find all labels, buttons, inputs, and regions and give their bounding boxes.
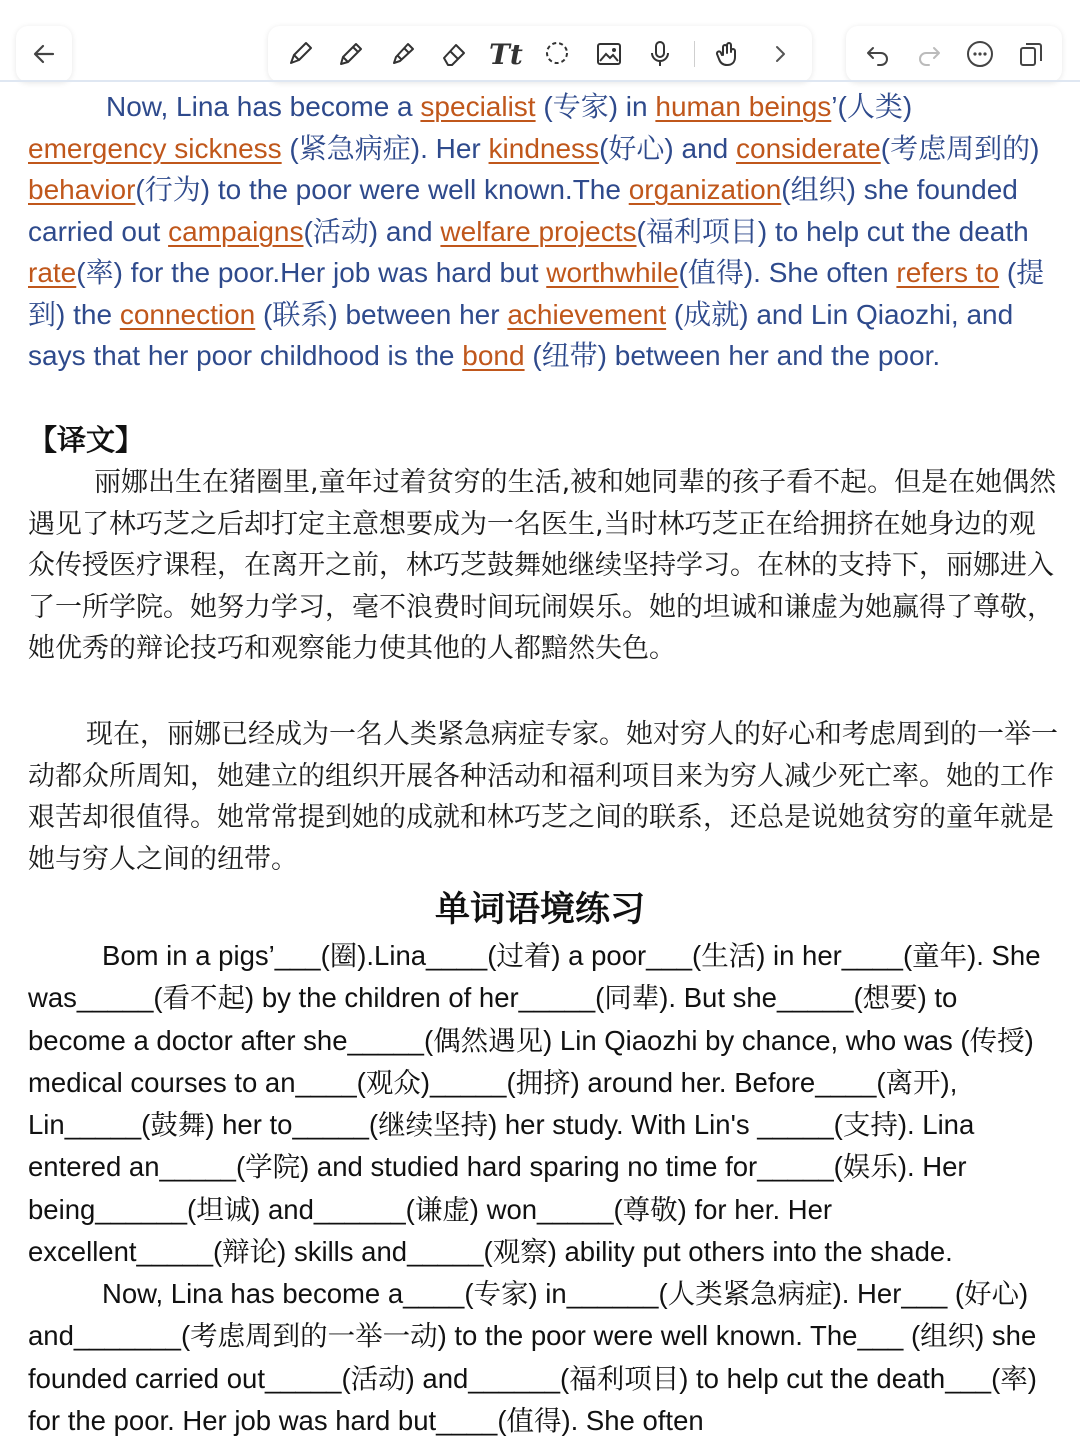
passage-text: (紧急病症). Her <box>281 132 489 164</box>
passage-text: (组织) she founded carried out <box>28 174 1018 247</box>
image-button[interactable] <box>587 32 631 76</box>
history-tools <box>846 26 1062 82</box>
back-button[interactable] <box>16 26 72 82</box>
passage-text: (率) for the poor.Her job was hard but <box>76 257 547 288</box>
toolbar-separator <box>694 41 695 67</box>
text-tool-button[interactable] <box>484 32 528 76</box>
passage-text: (好心) and <box>599 132 736 164</box>
top-toolbar <box>0 0 1080 82</box>
lasso-select-button[interactable] <box>535 32 579 76</box>
translation-label: 【译文】 <box>28 423 145 457</box>
image-icon <box>594 39 624 69</box>
vocab-term: considerate <box>736 132 881 164</box>
passage-text: (专家) in <box>535 91 656 122</box>
highlighter-icon <box>388 39 418 69</box>
eraser-button[interactable] <box>432 32 476 76</box>
passage-text: Now, Lina has become a <box>106 91 421 122</box>
pen-icon <box>336 39 366 69</box>
drawing-tools <box>268 26 812 82</box>
vocab-term: human beings <box>655 91 832 122</box>
microphone-icon <box>645 39 675 69</box>
vocab-term: welfare projects <box>440 215 637 247</box>
vocab-term: campaigns <box>168 215 304 247</box>
back-arrow-icon <box>31 41 57 67</box>
undo-icon <box>863 39 893 69</box>
passage-text: (值得). She often <box>678 257 897 288</box>
vocab-term: specialist <box>420 91 536 122</box>
lasso-pen-icon <box>285 39 315 69</box>
exercise-paragraph-2: Now, Lina has become a____(专家) in______(人类紧急病症). Her___ (好心) and_______(考虑周到的一举一动) to the poor were well known. The___ (组织) she founded carried out_____(活动) and______(福利项目) to help cut the death___(率) for the poor. Her job was hard but____(值得). She often <box>28 1278 1037 1436</box>
passage-text: (提到) the <box>28 257 1045 330</box>
vocab-term: achievement <box>507 298 667 330</box>
section-heading: 单词语境练习 <box>434 890 645 930</box>
note-page <box>0 82 1080 1440</box>
passage-text: (行为) to the poor were well known.The <box>135 174 629 205</box>
lasso-select-icon <box>542 39 572 69</box>
hand-gesture-icon <box>714 39 744 69</box>
highlighter-button[interactable] <box>381 32 425 76</box>
eraser-icon <box>439 39 469 69</box>
passage-text: (纽带) between her and the poor. <box>524 340 941 371</box>
undo-button[interactable] <box>856 32 900 76</box>
redo-icon <box>914 39 944 69</box>
vocab-term: bond <box>462 340 525 371</box>
more-icon <box>965 39 995 69</box>
passage-text: (联系) between her <box>255 298 508 330</box>
passage-text: ’(人类) <box>831 91 913 122</box>
translation-paragraph-2: 现在，丽娜已经成为一名人类紧急病症专家。她对穷人的好心和考虑周到的一举一动都众所周知，她建立的组织开展各种活动和福利项目来为穷人减少死亡率。她的工作艰苦却很值得。她常常提到她的成就和林巧芝之间的联系，还总是说她贫穷的童年就是她与穷人之间的纽带。 <box>28 719 1058 875</box>
passage-text: (福利项目) to help cut the death <box>636 215 1029 247</box>
vocab-term: connection <box>119 298 256 330</box>
redo-button[interactable] <box>907 32 951 76</box>
exercise-paragraph-1: Bom in a pigs’___(圈).Lina____(过着) a poor___(生活) in her____(童年). She was_____(看不起) by the children of her_____(同辈). But she_____(想要) to become a doctor after she_____(偶然遇见) Lin Qiaozhi by chance, who was (传授) medical courses to an____(观众)_____(拥挤) around her. Before____(离开), Lin_____(鼓舞) her to_____(继续坚持) her study. With Lin's _____(支持). Lina entered an_____(学院) and studied hard sparing no time for_____(娱乐). Her being______(坦诚) and______(谦虚) won_____(尊敬) for her. Her excellent_____(辩论) skills and_____(观察) ability put others into the shade. <box>28 940 1041 1268</box>
text-tool-icon: Tt <box>489 37 523 71</box>
translation-paragraph-1: 丽娜出生在猪圈里,童年过着贫穷的生活,被和她同辈的孩子看不起。但是在她偶然遇见了林巧芝之后却打定主意想要成为一名医生,当时林巧芝正在给拥挤在她身边的观众传授医疗课程，在离开之前，林巧芝鼓舞她继续坚持学习。在林的支持下，丽娜进入了一所学院。她努力学习，毫不浪费时间玩闹娱乐。她的坦诚和谦虚为她赢得了尊敬，她优秀的辩论技巧和观察能力使其他的人都黯然失色。 <box>28 467 1057 664</box>
lasso-pen-button[interactable] <box>278 32 322 76</box>
vocab-term: kindness <box>488 132 600 164</box>
more-tools-button[interactable] <box>758 32 802 76</box>
passage-text: (活动) and <box>303 215 441 247</box>
pen-button[interactable] <box>329 32 373 76</box>
passage-text: (考虑周到的) <box>880 132 1040 164</box>
vocab-term: organization <box>628 174 782 205</box>
pages-button[interactable] <box>1009 32 1053 76</box>
vocab-term: behavior <box>28 174 136 205</box>
vocab-term: rate <box>28 257 77 288</box>
vocab-term: worthwhile <box>546 257 679 288</box>
vocab-term: refers to <box>896 257 1000 288</box>
vocab-term: emergency sickness <box>28 132 282 164</box>
microphone-button[interactable] <box>638 32 682 76</box>
pages-icon <box>1016 39 1046 69</box>
passage-text: (成就) and Lin Qiaozhi, and says that her poor childhood is the <box>28 298 1014 371</box>
hand-gesture-button[interactable] <box>707 32 751 76</box>
more-options-button[interactable] <box>958 32 1002 76</box>
chevron-right-icon <box>765 39 795 69</box>
english-passage <box>28 86 1058 377</box>
